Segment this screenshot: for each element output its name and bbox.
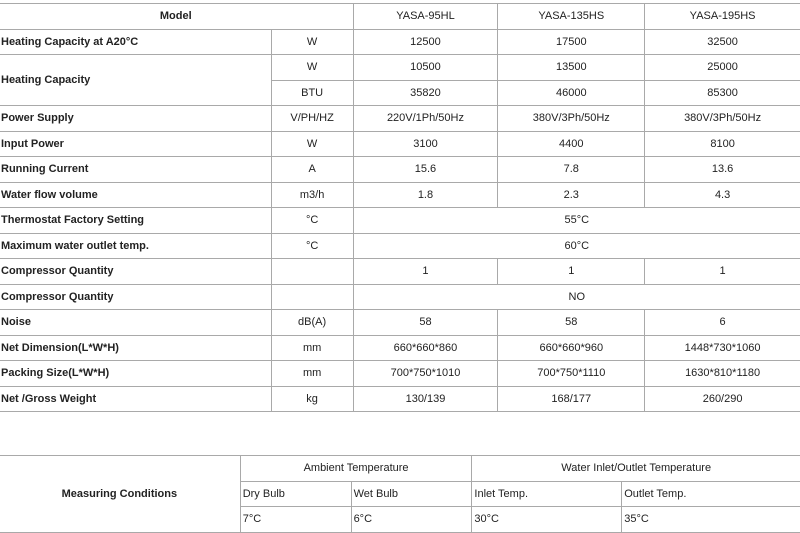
row-label: Heating Capacity at A20°C <box>0 30 271 55</box>
row-label: Power Supply <box>0 106 271 131</box>
wet-bulb-value: 6°C <box>352 507 472 532</box>
row-value: 1630*810*1180 <box>645 361 800 386</box>
row-unit: kg <box>272 387 353 412</box>
water-temperature-header: Water Inlet/Outlet Temperature <box>472 456 800 481</box>
row-label: Packing Size(L*W*H) <box>0 361 271 386</box>
outlet-temp-label: Outlet Temp. <box>622 482 800 507</box>
model-header: Model <box>0 4 353 29</box>
ambient-temperature-header: Ambient Temperature <box>241 456 472 481</box>
wet-bulb-label: Wet Bulb <box>352 482 472 507</box>
table-row <box>0 157 800 182</box>
row-merged-value: 60°C <box>354 234 800 259</box>
row-unit: °C <box>272 234 353 259</box>
row-label: Compressor Quantity <box>0 285 271 310</box>
row-value: 4.3 <box>645 183 800 208</box>
row-value: 1.8 <box>354 183 498 208</box>
row-label: Thermostat Factory Setting <box>0 208 271 233</box>
row-unit: BTU <box>272 81 353 106</box>
row-value: 46000 <box>498 81 644 106</box>
row-value: 85300 <box>645 81 800 106</box>
table-row <box>0 30 800 55</box>
table-row <box>0 361 800 386</box>
table-row <box>0 310 800 335</box>
row-unit: m3/h <box>272 183 353 208</box>
row-value: 13500 <box>498 55 644 80</box>
row-value: 700*750*1010 <box>354 361 498 386</box>
row-value: 260/290 <box>645 387 800 412</box>
row-label: Input Power <box>0 132 271 157</box>
row-value: 168/177 <box>498 387 644 412</box>
row-value: 3100 <box>354 132 498 157</box>
row-unit <box>272 285 353 310</box>
table-row <box>0 208 800 233</box>
row-value: 32500 <box>645 30 800 55</box>
dry-bulb-value: 7°C <box>241 507 351 532</box>
row-value: 660*660*960 <box>498 336 644 361</box>
row-value: 13.6 <box>645 157 800 182</box>
row-label: Net /Gross Weight <box>0 387 271 412</box>
outlet-temp-value: 35°C <box>622 507 800 532</box>
row-value: 1448*730*1060 <box>645 336 800 361</box>
measuring-conditions-table <box>0 455 800 533</box>
table-row <box>0 183 800 208</box>
row-value: 380V/3Ph/50Hz <box>645 106 800 131</box>
row-unit: mm <box>272 336 353 361</box>
table-row <box>0 285 800 310</box>
row-unit: mm <box>272 361 353 386</box>
row-label: Net Dimension(L*W*H) <box>0 336 271 361</box>
row-merged-value: 55°C <box>354 208 800 233</box>
row-value: 35820 <box>354 81 498 106</box>
inlet-temp-value: 30°C <box>472 507 621 532</box>
row-value: 6 <box>645 310 800 335</box>
row-label: Maximum water outlet temp. <box>0 234 271 259</box>
row-label: Compressor Quantity <box>0 259 271 284</box>
inlet-temp-label: Inlet Temp. <box>472 482 621 507</box>
row-label: Water flow volume <box>0 183 271 208</box>
row-unit: °C <box>272 208 353 233</box>
row-unit: dB(A) <box>272 310 353 335</box>
table-row <box>0 106 800 131</box>
row-value: 7.8 <box>498 157 644 182</box>
row-value: 2.3 <box>498 183 644 208</box>
row-value: 700*750*1110 <box>498 361 644 386</box>
table-row <box>0 55 800 80</box>
row-value: 1 <box>645 259 800 284</box>
row-unit <box>272 259 353 284</box>
table-row <box>0 132 800 157</box>
model-name: YASA-195HS <box>645 4 800 29</box>
row-label: Running Current <box>0 157 271 182</box>
row-value: 1 <box>498 259 644 284</box>
dry-bulb-label: Dry Bulb <box>241 482 351 507</box>
row-value: 17500 <box>498 30 644 55</box>
table-row <box>0 259 800 284</box>
row-value: 660*660*860 <box>354 336 498 361</box>
row-merged-value: NO <box>354 285 800 310</box>
model-name: YASA-95HL <box>354 4 498 29</box>
row-value: 4400 <box>498 132 644 157</box>
table-row <box>0 234 800 259</box>
table-row <box>0 336 800 361</box>
row-unit: W <box>272 132 353 157</box>
row-value: 1 <box>354 259 498 284</box>
row-label: Noise <box>0 310 271 335</box>
row-value: 380V/3Ph/50Hz <box>498 106 644 131</box>
row-value: 58 <box>498 310 644 335</box>
row-value: 10500 <box>354 55 498 80</box>
row-value: 8100 <box>645 132 800 157</box>
row-value: 130/139 <box>354 387 498 412</box>
row-unit: W <box>272 55 353 80</box>
row-unit: V/PH/HZ <box>272 106 353 131</box>
row-value: 15.6 <box>354 157 498 182</box>
row-value: 58 <box>354 310 498 335</box>
row-label: Heating Capacity <box>0 55 271 105</box>
row-value: 25000 <box>645 55 800 80</box>
measuring-conditions-title: Measuring Conditions <box>0 456 240 532</box>
table-row <box>0 387 800 412</box>
row-unit: W <box>272 30 353 55</box>
table-header-row <box>0 4 800 29</box>
table-row <box>0 456 800 481</box>
row-value: 220V/1Ph/50Hz <box>354 106 498 131</box>
row-unit: A <box>272 157 353 182</box>
model-name: YASA-135HS <box>498 4 644 29</box>
row-value: 12500 <box>354 30 498 55</box>
specification-table <box>0 3 800 412</box>
